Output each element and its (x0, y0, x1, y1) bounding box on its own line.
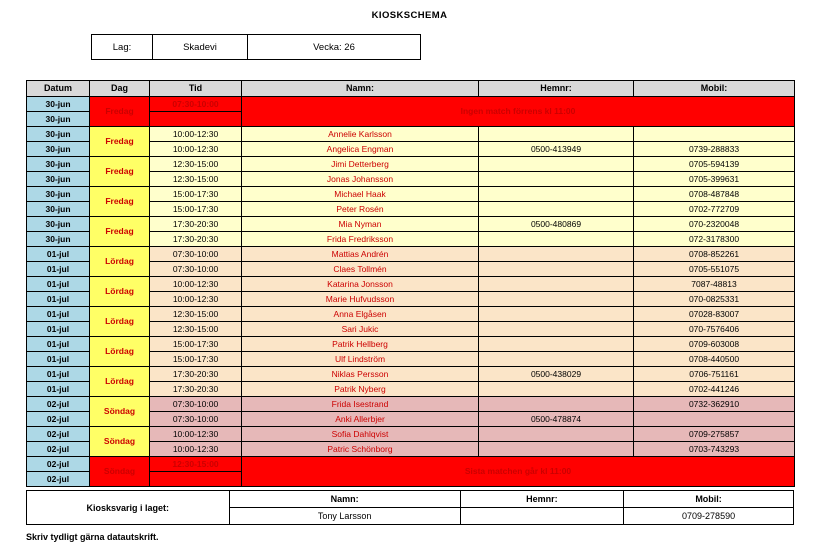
foot-col-hemnr: Hemnr: (460, 491, 624, 508)
cell-hemnr (479, 337, 634, 352)
cell-tid: 12:30-15:00 (150, 457, 242, 472)
col-dag: Dag (90, 81, 150, 97)
cell-dag: Fredag (90, 127, 150, 157)
foot-col-mobil: Mobil: (624, 491, 794, 508)
cell-mobil: 070-0825331 (634, 292, 795, 307)
cell-datum: 02-jul (27, 457, 90, 472)
table-row (27, 337, 795, 352)
cell-namn: Marie Hufvudsson (242, 292, 479, 307)
cell-hemnr (479, 172, 634, 187)
cell-dag: Lördag (90, 277, 150, 307)
cell-hemnr (479, 157, 634, 172)
cell-namn: Frida Isestrand (242, 397, 479, 412)
cell-datum: 02-jul (27, 472, 90, 487)
cell-datum: 30-jun (27, 142, 90, 157)
page-title: KIOSKSCHEMA (371, 10, 448, 21)
cell-tid: 07:30-10:00 (150, 262, 242, 277)
cell-hemnr (479, 307, 634, 322)
cell-datum: 30-jun (27, 127, 90, 142)
lag-label: Lag: (92, 35, 153, 60)
cell-hemnr (479, 352, 634, 367)
match-notice-banner: Ingen match förrens kl 11:00 (242, 97, 795, 127)
cell-hemnr (479, 427, 634, 442)
cell-datum: 01-jul (27, 367, 90, 382)
cell-namn: Patrik Hellberg (242, 337, 479, 352)
cell-mobil: 0703-743293 (634, 442, 795, 457)
cell-mobil: 0706-751161 (634, 367, 795, 382)
cell-namn: Peter Rosén (242, 202, 479, 217)
cell-dag: Söndag (90, 457, 150, 487)
cell-namn: Jonas Johansson (242, 172, 479, 187)
cell-dag: Lördag (90, 367, 150, 397)
cell-datum: 01-jul (27, 247, 90, 262)
foot-col-namn: Namn: (229, 491, 460, 508)
cell-hemnr (479, 232, 634, 247)
cell-namn: Anna Elgåsen (242, 307, 479, 322)
table-row (27, 157, 795, 172)
cell-datum: 30-jun (27, 157, 90, 172)
cell-mobil: 0708-487848 (634, 187, 795, 202)
cell-datum: 30-jun (27, 187, 90, 202)
cell-datum: 02-jul (27, 412, 90, 427)
cell-datum: 01-jul (27, 307, 90, 322)
cell-hemnr: 0500-480869 (479, 217, 634, 232)
cell-mobil: 070-2320048 (634, 217, 795, 232)
cell-datum: 30-jun (27, 112, 90, 127)
cell-mobil (634, 127, 795, 142)
cell-mobil: 0705-551075 (634, 262, 795, 277)
cell-datum: 02-jul (27, 442, 90, 457)
cell-namn: Mia Nyman (242, 217, 479, 232)
cell-namn: Katarina Jonsson (242, 277, 479, 292)
cell-tid: 12:30-15:00 (150, 157, 242, 172)
col-namn: Namn: (242, 81, 479, 97)
cell-namn: Jimi Detterberg (242, 157, 479, 172)
table-row (27, 307, 795, 322)
table-row (27, 247, 795, 262)
cell-hemnr: 0500-478874 (479, 412, 634, 427)
cell-tid: 15:00-17:30 (150, 337, 242, 352)
cell-hemnr (479, 187, 634, 202)
cell-namn: Claes Tollmén (242, 262, 479, 277)
table-row (27, 217, 795, 232)
cell-tid: 07:30-10:00 (150, 397, 242, 412)
cell-dag: Fredag (90, 217, 150, 247)
cell-hemnr (479, 292, 634, 307)
cell-hemnr (479, 322, 634, 337)
cell-dag: Lördag (90, 337, 150, 367)
foot-namn-value: Tony Larsson (229, 508, 460, 525)
cell-dag: Söndag (90, 397, 150, 427)
cell-mobil: 0739-288833 (634, 142, 795, 157)
cell-namn: Angelica Engman (242, 142, 479, 157)
cell-mobil: 0702-772709 (634, 202, 795, 217)
cell-tid: 12:30-15:00 (150, 307, 242, 322)
cell-datum: 01-jul (27, 322, 90, 337)
cell-hemnr: 0500-438029 (479, 367, 634, 382)
cell-tid: 10:00-12:30 (150, 277, 242, 292)
cell-namn: Frida Fredriksson (242, 232, 479, 247)
cell-mobil: 072-3178300 (634, 232, 795, 247)
cell-namn: Mattias Andrén (242, 247, 479, 262)
table-row (27, 187, 795, 202)
cell-mobil: 0709-275857 (634, 427, 795, 442)
cell-datum: 01-jul (27, 292, 90, 307)
cell-mobil: 0708-440500 (634, 352, 795, 367)
cell-datum: 30-jun (27, 97, 90, 112)
foot-mobil-value: 0709-278590 (624, 508, 794, 525)
cell-tid: 15:00-17:30 (150, 202, 242, 217)
cell-tid: 07:30-10:00 (150, 412, 242, 427)
kiosk-responsible-table (26, 490, 794, 525)
cell-mobil: 0732-362910 (634, 397, 795, 412)
cell-hemnr (479, 247, 634, 262)
cell-datum: 02-jul (27, 397, 90, 412)
cell-namn: Michael Haak (242, 187, 479, 202)
cell-dag: Fredag (90, 157, 150, 187)
col-tid: Tid (150, 81, 242, 97)
cell-namn: Patrik Nyberg (242, 382, 479, 397)
cell-hemnr (479, 277, 634, 292)
cell-mobil: 0705-594139 (634, 157, 795, 172)
cell-tid: 10:00-12:30 (150, 142, 242, 157)
table-header-row (27, 491, 794, 508)
cell-mobil: 070-7576406 (634, 322, 795, 337)
cell-mobil: 0708-852261 (634, 247, 795, 262)
cell-datum: 30-jun (27, 172, 90, 187)
cell-namn: Anki Allerbjer (242, 412, 479, 427)
cell-tid: 17:30-20:30 (150, 217, 242, 232)
cell-datum: 30-jun (27, 232, 90, 247)
cell-hemnr (479, 262, 634, 277)
cell-datum: 30-jun (27, 217, 90, 232)
table-row (27, 97, 795, 112)
table-row (27, 277, 795, 292)
cell-tid: 07:30-10:00 (150, 97, 242, 112)
col-datum: Datum (27, 81, 90, 97)
table-row (27, 397, 795, 412)
cell-tid: 10:00-12:30 (150, 292, 242, 307)
cell-tid: 10:00-12:30 (150, 442, 242, 457)
cell-mobil: 0705-399631 (634, 172, 795, 187)
cell-datum: 01-jul (27, 382, 90, 397)
cell-namn: Patric Schönborg (242, 442, 479, 457)
cell-tid: 07:30-10:00 (150, 247, 242, 262)
col-hemnr: Hemnr: (479, 81, 634, 97)
kiosk-responsible-label: Kiosksvarig i laget: (27, 491, 230, 525)
cell-namn: Niklas Persson (242, 367, 479, 382)
cell-hemnr (479, 202, 634, 217)
cell-datum: 01-jul (27, 262, 90, 277)
col-mobil: Mobil: (634, 81, 795, 97)
cell-mobil: 0702-441246 (634, 382, 795, 397)
cell-mobil: 7087-48813 (634, 277, 795, 292)
cell-datum: 01-jul (27, 337, 90, 352)
foot-hemnr-value (460, 508, 624, 525)
cell-tid: 12:30-15:00 (150, 322, 242, 337)
cell-datum: 02-jul (27, 427, 90, 442)
cell-tid: 15:00-17:30 (150, 187, 242, 202)
cell-namn: Sofia Dahlqvist (242, 427, 479, 442)
match-notice-banner: Sista matchen går kl 11:00 (242, 457, 795, 487)
cell-dag: Lördag (90, 307, 150, 337)
table-header-row (27, 81, 795, 97)
cell-hemnr (479, 127, 634, 142)
cell-datum: 01-jul (27, 352, 90, 367)
cell-tid (150, 112, 242, 127)
cell-dag: Fredag (90, 97, 150, 127)
cell-mobil: 07028-83007 (634, 307, 795, 322)
cell-mobil (634, 412, 795, 427)
cell-mobil: 0709-603008 (634, 337, 795, 352)
lag-value: Skadevi (153, 35, 248, 60)
cell-hemnr (479, 382, 634, 397)
table-row (27, 457, 795, 472)
schedule-table (26, 80, 795, 487)
cell-dag: Fredag (90, 187, 150, 217)
cell-tid: 10:00-12:30 (150, 127, 242, 142)
cell-namn: Annelie Karlsson (242, 127, 479, 142)
cell-datum: 01-jul (27, 277, 90, 292)
cell-tid: 15:00-17:30 (150, 352, 242, 367)
table-row (27, 127, 795, 142)
cell-tid: 12:30-15:00 (150, 172, 242, 187)
cell-tid: 17:30-20:30 (150, 367, 242, 382)
cell-hemnr: 0500-413949 (479, 142, 634, 157)
cell-tid: 17:30-20:30 (150, 382, 242, 397)
cell-namn: Sari Jukic (242, 322, 479, 337)
cell-tid (150, 472, 242, 487)
cell-dag: Lördag (90, 247, 150, 277)
cell-hemnr (479, 442, 634, 457)
cell-namn: Ulf Lindström (242, 352, 479, 367)
cell-dag: Söndag (90, 427, 150, 457)
table-row (27, 427, 795, 442)
cell-tid: 10:00-12:30 (150, 427, 242, 442)
cell-tid: 17:30-20:30 (150, 232, 242, 247)
footer-note: Skriv tydligt gärna datautskrift. (26, 532, 159, 542)
team-week-header-table (91, 34, 421, 60)
cell-hemnr (479, 397, 634, 412)
table-row (27, 367, 795, 382)
vecka-value: Vecka: 26 (248, 35, 421, 60)
cell-datum: 30-jun (27, 202, 90, 217)
table-row (92, 35, 421, 60)
